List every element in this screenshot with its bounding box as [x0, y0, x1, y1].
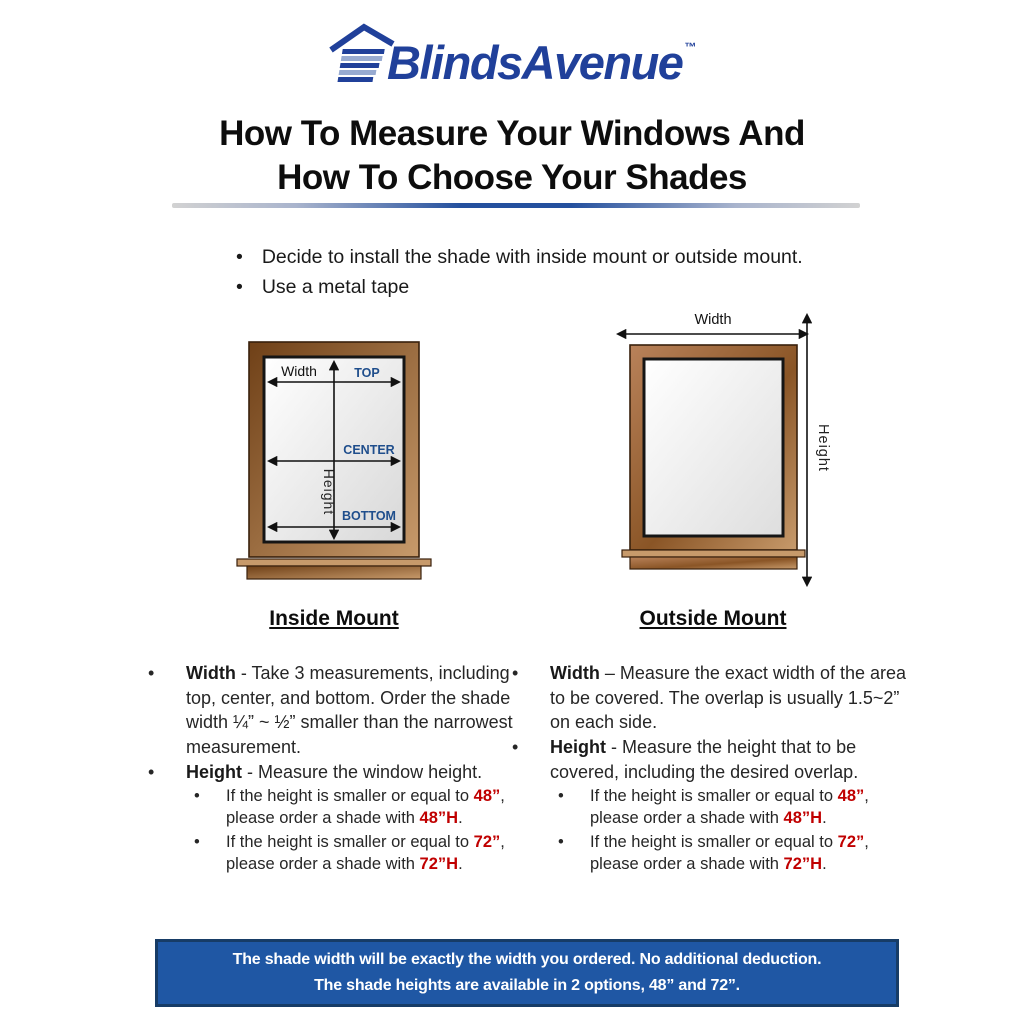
footer-banner [155, 939, 899, 1007]
text-segment: If the height is smaller or equal to [590, 787, 838, 806]
outside-sub-bullet-72-text [590, 832, 906, 876]
bullet-marker [148, 661, 186, 760]
bullet-marker [194, 786, 226, 830]
text-segment: . [822, 855, 827, 874]
inside-height-desc: - Measure the window height. [242, 761, 483, 782]
outside-height-desc: - Measure the height that to be covered, including the desired overlap. [550, 736, 859, 782]
bullet-marker [236, 246, 243, 269]
inside-bottom-label: BOTTOM [342, 509, 396, 523]
blinds-house-icon [329, 22, 395, 84]
outside-sub-bullet-48 [558, 786, 906, 830]
inside-width-label: Width [281, 363, 317, 379]
inside-center-label: CENTER [343, 443, 395, 457]
text-segment: , please order a shade with [226, 833, 505, 874]
outside-mount-caption: Outside Mount [639, 607, 787, 630]
inside-height-label: Height [321, 468, 337, 516]
outside-width-term: Width [550, 663, 600, 683]
inside-top-label: TOP [354, 366, 380, 380]
text-segment: If the height is smaller or equal to [226, 787, 474, 806]
bullet-marker [558, 832, 590, 876]
footer-line1: The shade width will be exactly the width you ordered. No additional deduction. [232, 951, 822, 968]
outside-sub-bullet-72 [558, 832, 906, 876]
inside-window-apron [247, 566, 421, 579]
highlight-48: 48” [837, 787, 865, 806]
inside-width-bullet-text [186, 661, 520, 760]
inside-sub-bullet-72 [194, 832, 520, 876]
highlight-72: 72” [473, 833, 501, 852]
inside-width-desc: - Take 3 measurements, including top, center, and bottom. Order the shade width ¼” ~ ½” smaller than the narrowest measurement. [186, 663, 513, 757]
intro-bullet-2-text: Use a metal tape [261, 276, 410, 298]
inside-height-term: Height [186, 761, 242, 782]
outside-height-term: Height [550, 736, 606, 757]
text-segment: . [458, 855, 463, 874]
page-title [0, 112, 1024, 201]
highlight-72h: 72”H [419, 855, 459, 874]
highlight-48h: 48”H [419, 809, 459, 828]
highlight-72h: 72”H [783, 855, 823, 874]
intro-bullet-2 [236, 276, 803, 299]
bullet-marker [148, 760, 186, 785]
inside-mount-instructions [148, 661, 520, 876]
trademark-symbol: ™ [684, 40, 695, 54]
highlight-48: 48” [473, 787, 501, 806]
bullet-marker [194, 832, 226, 876]
outside-mount-diagram [613, 305, 831, 595]
inside-width-bullet [148, 661, 520, 760]
outside-width-bullet [512, 661, 906, 735]
bullet-marker [558, 786, 590, 830]
page-title-line2: How To Choose Your Shades [277, 158, 747, 198]
brand-name [387, 36, 695, 89]
inside-height-bullet [148, 760, 520, 785]
intro-bullet-list [236, 246, 803, 306]
page-title-line1: How To Measure Your Windows And [219, 114, 805, 153]
footer-line2: The shade heights are available in 2 options, 48” and 72”. [314, 976, 740, 994]
inside-mount-diagram [236, 340, 432, 582]
brand-logo [0, 22, 1024, 89]
text-segment: . [458, 809, 463, 828]
highlight-48h: 48”H [783, 809, 823, 828]
outside-sub-bullet-48-text [590, 786, 906, 830]
outside-mount-instructions [512, 661, 906, 876]
brand-name-text: BlindsAvenue [387, 36, 683, 89]
intro-bullet-1 [236, 246, 803, 269]
outside-width-desc: – Measure the exact width of the area to be covered. The overlap is usually 1.5~2” on each side. [550, 663, 907, 733]
inside-height-bullet-text [186, 760, 520, 785]
inside-window-sill [237, 559, 431, 566]
text-segment: , please order a shade with [226, 787, 505, 828]
inside-sub-bullet-48-text [226, 786, 520, 830]
text-segment: If the height is smaller or equal to [226, 833, 474, 852]
outside-height-label: Height [815, 424, 831, 472]
outside-height-bullet-text [550, 735, 906, 784]
highlight-72: 72” [837, 833, 865, 852]
bullet-marker [512, 735, 550, 784]
outside-width-label: Width [694, 312, 732, 328]
text-segment: , please order a shade with [590, 833, 869, 874]
text-segment: . [822, 809, 827, 828]
text-segment: , please order a shade with [590, 787, 869, 828]
outside-window-glass [644, 359, 783, 536]
title-divider [172, 203, 860, 208]
inside-width-term: Width [186, 663, 236, 683]
text-segment: If the height is smaller or equal to [590, 833, 838, 852]
bullet-marker [236, 276, 243, 299]
outside-window-sill [622, 550, 805, 557]
bullet-marker [512, 661, 550, 735]
outside-width-bullet-text [550, 661, 906, 735]
inside-mount-caption: Inside Mount [269, 607, 399, 630]
inside-sub-bullet-48 [194, 786, 520, 830]
outside-window-apron [630, 557, 797, 569]
outside-height-bullet [512, 735, 906, 784]
inside-sub-bullet-72-text [226, 832, 520, 876]
intro-bullet-1-text: Decide to install the shade with inside mount or outside mount. [261, 246, 803, 268]
